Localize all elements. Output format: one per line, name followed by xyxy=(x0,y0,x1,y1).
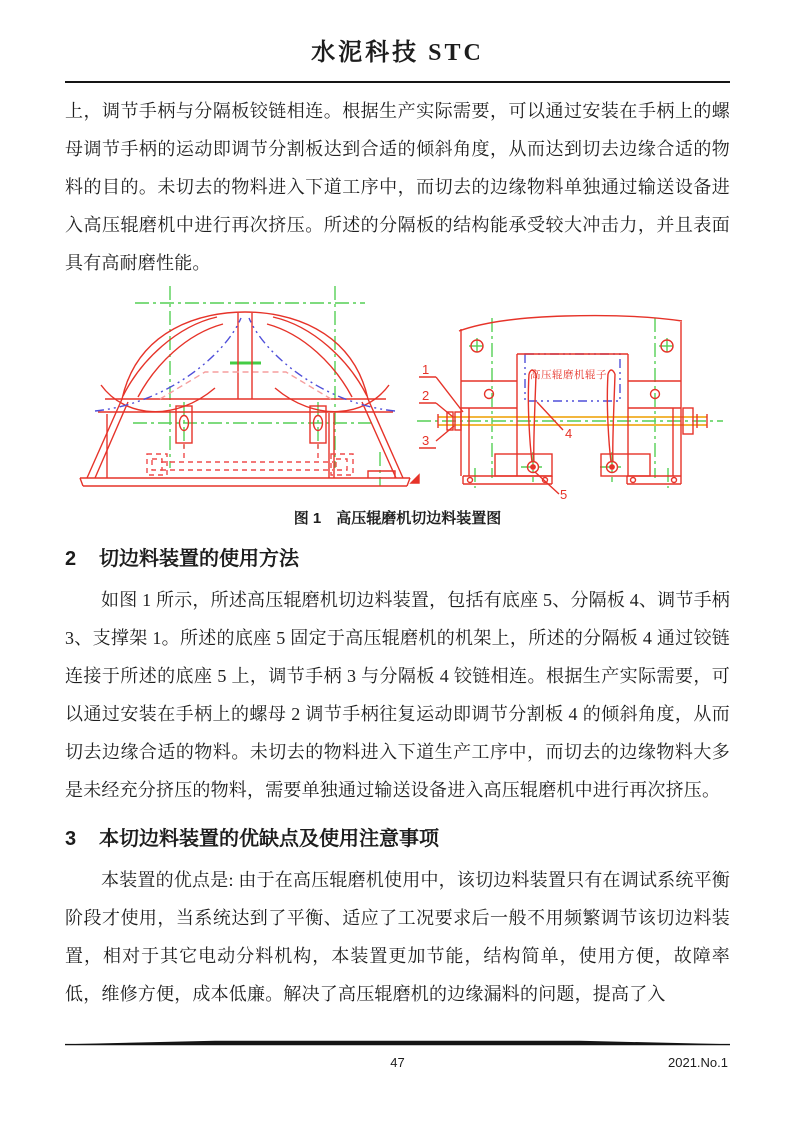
section-number: 2 xyxy=(65,548,77,570)
page-footer xyxy=(65,1034,730,1072)
section-heading-2 xyxy=(65,545,730,573)
footer-rule xyxy=(65,1040,730,1047)
part-label-2: 2 xyxy=(422,388,430,403)
section-2-paragraph: 如图 1 所示，所述高压辊磨机切边料装置，包括有底座 5、分隔板 4、调节手柄 3、支撑架 1。所述的底座 5 固定于高压辊磨机的机架上，所述的分隔板 4 通过铰链连接于所述的底座 5 上，调节手柄 3 与分隔板 4 铰链相连。根据生产实际需要，可以通过安装在手柄上的螺母 2 调节手柄往复运动即调节分割板 4 的倾斜角度，从而切去边缘合适的物料。未切去的物料进入下道生产工序中，而切去的边缘物料大多是未经充分挤压的物料，需要单独通过输送设备进入高压辊磨机中进行再次挤压。 xyxy=(65,590,730,800)
issue-label: 2021.No.1 xyxy=(668,1055,728,1070)
left-view-drawing xyxy=(80,286,410,486)
figure-drawing xyxy=(65,286,730,501)
roller-inner-label: 高压辊磨机辊子 xyxy=(530,369,607,381)
section-3-paragraph: 本装置的优点是: 由于在高压辊磨机使用中，该切边料装置只有在调试系统平衡阶段才使用，当系统达到了平衡、适应了工况要求后一般不用频繁调节该切边料装置，相对于其它电动分料机构，本装置更加节能，结构简单，使用方便，故障率低，维修方便，成本低廉。解决了高压辊磨机的边缘漏料的问题，提高了入 xyxy=(65,870,730,1004)
section-title: 切边料装置的使用方法 xyxy=(99,548,299,570)
header-rule xyxy=(65,81,730,83)
footer-text xyxy=(65,1054,730,1072)
part-label-4: 4 xyxy=(565,426,573,441)
page-number: 47 xyxy=(390,1055,405,1070)
paragraph-continuation: 上，调节手柄与分隔板铰链相连。根据生产实际需要，可以通过安装在手柄上的螺母调节手柄的运动即调节分割板达到合适的倾斜角度，从而达到切去边缘合适的物料的目的。未切去的物料进入下道工序中，而切去的边缘物料单独通过输送设备进入高压辊磨机中进行再次挤压。所述的分隔板的结构能承受较大冲击力，并且表面具有高耐磨性能。 xyxy=(65,101,730,273)
section-number: 3 xyxy=(65,828,77,850)
page-content xyxy=(65,0,730,1013)
figure-caption: 图 1 高压辊磨机切边料装置图 xyxy=(293,510,502,527)
part-label-1: 1 xyxy=(422,362,430,377)
part-label-3: 3 xyxy=(422,433,430,448)
figure-1 xyxy=(65,286,730,501)
section-title: 本切边料装置的优缺点及使用注意事项 xyxy=(99,828,439,850)
part-label-5: 5 xyxy=(560,487,568,501)
section-heading-3 xyxy=(65,825,730,853)
journal-title: 水泥科技 STC xyxy=(311,40,484,66)
right-view-drawing xyxy=(411,316,723,501)
